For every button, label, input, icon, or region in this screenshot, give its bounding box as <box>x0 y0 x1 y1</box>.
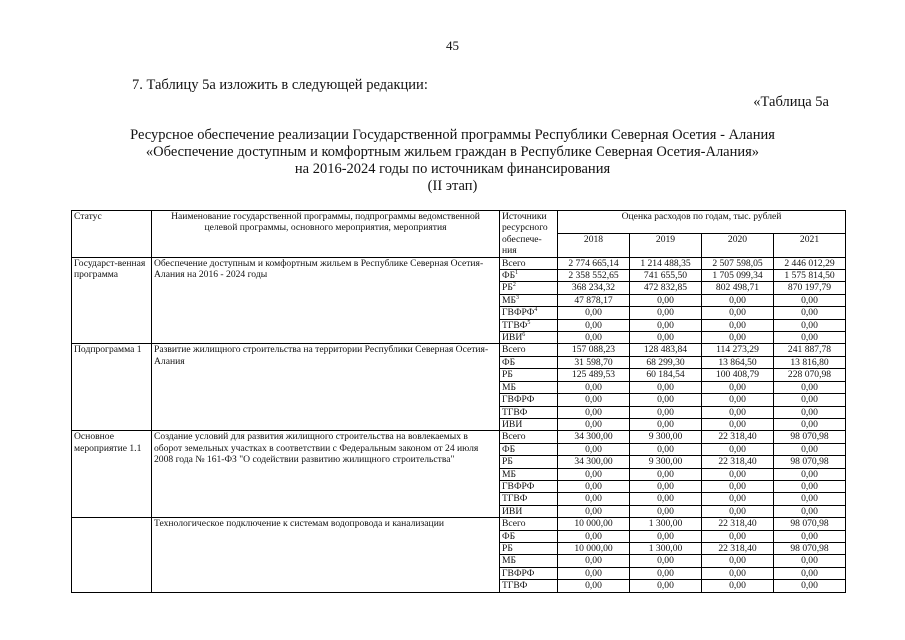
amount-cell: 31 598,70 <box>558 356 630 368</box>
title-line: «Обеспечение доступным и комфортным жильем граждан в Республике Северная Осетия-Алания» <box>145 144 760 160</box>
footnote-mark: 3 <box>516 294 520 301</box>
amount-cell: 0,00 <box>630 406 702 418</box>
header-status: Статус <box>72 211 152 258</box>
amount-cell: 0,00 <box>774 332 846 344</box>
amount-cell: 0,00 <box>558 319 630 331</box>
amount-cell: 0,00 <box>558 381 630 393</box>
funding-source-label: РБ <box>502 369 513 381</box>
header-year: 2019 <box>630 234 702 257</box>
funding-source-label: ИВИ <box>502 332 523 344</box>
amount-cell: 0,00 <box>558 332 630 344</box>
amount-cell: 0,00 <box>774 468 846 480</box>
funding-source-label: ИВИ <box>502 418 523 430</box>
amount-cell: 0,00 <box>630 294 702 306</box>
footnote-mark: 4 <box>534 307 538 314</box>
table-body <box>72 257 846 592</box>
amount-cell: 125 489,53 <box>558 369 630 381</box>
funding-source-label: ГВФРФ <box>502 567 535 579</box>
amount-cell: 228 070,98 <box>774 369 846 381</box>
amount-cell: 0,00 <box>558 493 630 505</box>
funding-source <box>500 580 558 592</box>
amount-cell: 0,00 <box>702 480 774 492</box>
funding-source <box>500 282 558 294</box>
table-row <box>72 344 846 356</box>
funding-source <box>500 518 558 530</box>
funding-source <box>500 456 558 468</box>
amount-cell: 1 300,00 <box>630 542 702 554</box>
row-status <box>72 518 152 592</box>
amount-cell: 0,00 <box>630 480 702 492</box>
amount-cell: 114 273,29 <box>702 344 774 356</box>
amount-cell: 2 507 598,05 <box>702 257 774 269</box>
amount-cell: 2 358 552,65 <box>558 270 630 282</box>
amount-cell: 0,00 <box>774 418 846 430</box>
funding-source <box>500 257 558 269</box>
amount-cell: 98 070,98 <box>774 518 846 530</box>
amount-cell: 1 705 099,34 <box>702 270 774 282</box>
amount-cell: 68 299,30 <box>630 356 702 368</box>
amount-cell: 0,00 <box>630 418 702 430</box>
amount-cell: 741 655,50 <box>630 270 702 282</box>
row-status: Основное мероприятие 1.1 <box>72 431 152 518</box>
funding-source <box>500 443 558 455</box>
amount-cell: 472 832,85 <box>630 282 702 294</box>
amount-cell: 47 878,17 <box>558 294 630 306</box>
funding-source <box>500 381 558 393</box>
footnote-mark: 1 <box>515 269 519 276</box>
amount-cell: 0,00 <box>774 381 846 393</box>
amount-cell: 0,00 <box>558 580 630 592</box>
header-name: Наименование государственной программы, подпрограммы ведомственной целевой программы, основного мероприятия, мероприятия <box>152 211 500 258</box>
row-program-name: Развитие жилищного строительства на территории Республики Северная Осетия-Алания <box>152 344 500 431</box>
amount-cell: 0,00 <box>702 294 774 306</box>
amount-cell: 0,00 <box>558 443 630 455</box>
amount-cell: 0,00 <box>774 480 846 492</box>
funding-source <box>500 394 558 406</box>
amount-cell: 0,00 <box>702 394 774 406</box>
amount-cell: 0,00 <box>630 443 702 455</box>
funding-source-label: ФБ <box>502 356 516 368</box>
funding-source <box>500 344 558 356</box>
amount-cell: 0,00 <box>774 406 846 418</box>
amount-cell: 0,00 <box>702 567 774 579</box>
amount-cell: 0,00 <box>630 468 702 480</box>
amount-cell: 0,00 <box>630 332 702 344</box>
funding-source-label: ТГВФ <box>502 319 528 331</box>
table-header <box>72 211 846 258</box>
amount-cell: 0,00 <box>774 443 846 455</box>
funding-source <box>500 406 558 418</box>
funding-source <box>500 468 558 480</box>
amount-cell: 0,00 <box>630 555 702 567</box>
amount-cell: 0,00 <box>702 443 774 455</box>
page-number: 45 <box>446 38 459 53</box>
table-row <box>72 257 846 269</box>
amount-cell: 0,00 <box>702 555 774 567</box>
amount-cell: 1 575 814,50 <box>774 270 846 282</box>
amount-cell: 0,00 <box>774 394 846 406</box>
amount-cell: 0,00 <box>702 332 774 344</box>
funding-source <box>500 567 558 579</box>
amount-cell: 0,00 <box>558 530 630 542</box>
funding-source <box>500 307 558 319</box>
amount-cell: 98 070,98 <box>774 456 846 468</box>
amount-cell: 0,00 <box>558 418 630 430</box>
funding-source <box>500 480 558 492</box>
amount-cell: 0,00 <box>702 580 774 592</box>
amount-cell: 0,00 <box>630 307 702 319</box>
row-program-name: Создание условий для развития жилищного строительства на вовлекаемых в оборот земельных участках в соответствии с Федеральным законом от 24 июля 2008 года № 161-ФЗ "О содействии развитию жилищного строительства" <box>152 431 500 518</box>
funding-source-label: МБ <box>502 381 517 393</box>
instruction-text: 7. Таблицу 5а изложить в следующей редакции: <box>132 77 428 93</box>
funding-source-label: ФБ <box>502 270 516 282</box>
amount-cell: 98 070,98 <box>774 431 846 443</box>
funding-source <box>500 431 558 443</box>
amount-cell: 0,00 <box>558 480 630 492</box>
amount-cell: 0,00 <box>774 505 846 517</box>
funding-source-label: РБ <box>502 542 513 554</box>
row-status: Государст-венная программа <box>72 257 152 344</box>
amount-cell: 0,00 <box>558 505 630 517</box>
funding-source-label: ТГВФ <box>502 580 528 592</box>
amount-cell: 10 000,00 <box>558 542 630 554</box>
amount-cell: 128 483,84 <box>630 344 702 356</box>
amount-cell: 13 864,50 <box>702 356 774 368</box>
funding-source-label: МБ <box>502 294 517 306</box>
amount-cell: 22 318,40 <box>702 456 774 468</box>
amount-cell: 22 318,40 <box>702 542 774 554</box>
funding-source <box>500 319 558 331</box>
amount-cell: 0,00 <box>630 505 702 517</box>
funding-source-label: ГВФРФ <box>502 480 535 492</box>
amount-cell: 368 234,32 <box>558 282 630 294</box>
amount-cell: 98 070,98 <box>774 542 846 554</box>
amount-cell: 1 214 488,35 <box>630 257 702 269</box>
funding-source-label: МБ <box>502 468 517 480</box>
header-year: 2018 <box>558 234 630 257</box>
amount-cell: 0,00 <box>702 418 774 430</box>
amount-cell: 0,00 <box>774 319 846 331</box>
row-status: Подпрограмма 1 <box>72 344 152 431</box>
funding-source-label: ТГВФ <box>502 493 528 505</box>
amount-cell: 0,00 <box>558 406 630 418</box>
header-sources: Источники ресурсного обеспече-ния <box>500 211 558 258</box>
amount-cell: 0,00 <box>630 394 702 406</box>
amount-cell: 0,00 <box>630 567 702 579</box>
amount-cell: 0,00 <box>558 555 630 567</box>
amount-cell: 60 184,54 <box>630 369 702 381</box>
amount-cell: 0,00 <box>630 580 702 592</box>
amount-cell: 1 300,00 <box>630 518 702 530</box>
table-label: «Таблица 5а <box>753 94 829 110</box>
funding-source <box>500 542 558 554</box>
footnote-mark: 5 <box>527 319 531 326</box>
amount-cell: 0,00 <box>702 468 774 480</box>
amount-cell: 22 318,40 <box>702 431 774 443</box>
footnote-mark: 2 <box>512 282 516 289</box>
amount-cell: 0,00 <box>774 307 846 319</box>
table-row <box>72 431 846 443</box>
funding-source <box>500 294 558 306</box>
amount-cell: 870 197,79 <box>774 282 846 294</box>
amount-cell: 2 774 665,14 <box>558 257 630 269</box>
title-line: Ресурсное обеспечение реализации Государственной программы Республики Северная Осетия - Алания <box>130 127 775 143</box>
amount-cell: 0,00 <box>774 493 846 505</box>
funding-source-label: ГВФРФ <box>502 394 535 406</box>
amount-cell: 0,00 <box>774 555 846 567</box>
funding-source <box>500 555 558 567</box>
title-line: (II этап) <box>427 178 478 194</box>
amount-cell: 22 318,40 <box>702 518 774 530</box>
funding-source <box>500 332 558 344</box>
funding-source <box>500 369 558 381</box>
amount-cell: 0,00 <box>558 307 630 319</box>
header-estimate: Оценка расходов по годам, тыс. рублей <box>558 211 846 234</box>
funding-source-label: МБ <box>502 555 517 567</box>
table-row <box>72 518 846 530</box>
amount-cell: 0,00 <box>558 394 630 406</box>
amount-cell: 2 446 012,29 <box>774 257 846 269</box>
header-year: 2020 <box>702 234 774 257</box>
amount-cell: 0,00 <box>558 468 630 480</box>
document-title <box>0 127 905 195</box>
amount-cell: 0,00 <box>558 567 630 579</box>
amount-cell: 9 300,00 <box>630 431 702 443</box>
funding-source-label: РБ <box>502 282 513 294</box>
funding-source-label: ИВИ <box>502 505 523 517</box>
resource-table <box>71 210 846 593</box>
funding-source-label: Всего <box>502 431 526 443</box>
amount-cell: 241 887,78 <box>774 344 846 356</box>
amount-cell: 157 088,23 <box>558 344 630 356</box>
funding-source <box>500 530 558 542</box>
funding-source-label: ГВФРФ <box>502 307 535 319</box>
amount-cell: 0,00 <box>630 493 702 505</box>
amount-cell: 10 000,00 <box>558 518 630 530</box>
funding-source <box>500 356 558 368</box>
funding-source-label: ФБ <box>502 443 516 455</box>
amount-cell: 9 300,00 <box>630 456 702 468</box>
amount-cell: 0,00 <box>630 530 702 542</box>
amount-cell: 100 408,79 <box>702 369 774 381</box>
header-year: 2021 <box>774 234 846 257</box>
amount-cell: 13 816,80 <box>774 356 846 368</box>
funding-source-label: РБ <box>502 456 513 468</box>
amount-cell: 0,00 <box>702 406 774 418</box>
amount-cell: 34 300,00 <box>558 456 630 468</box>
funding-source-label: Всего <box>502 518 526 530</box>
funding-source <box>500 505 558 517</box>
amount-cell: 0,00 <box>702 493 774 505</box>
amount-cell: 0,00 <box>702 505 774 517</box>
amount-cell: 0,00 <box>630 319 702 331</box>
title-line: на 2016-2024 годы по источникам финансирования <box>294 161 611 177</box>
amount-cell: 34 300,00 <box>558 431 630 443</box>
row-program-name: Технологическое подключение к системам водопровода и канализации <box>152 518 500 592</box>
funding-source <box>500 493 558 505</box>
funding-source-label: Всего <box>502 344 526 356</box>
amount-cell: 0,00 <box>702 530 774 542</box>
amount-cell: 802 498,71 <box>702 282 774 294</box>
amount-cell: 0,00 <box>774 530 846 542</box>
amount-cell: 0,00 <box>774 294 846 306</box>
row-program-name: Обеспечение доступным и комфортным жильем в Республике Северная Осетия-Алания на 2016 - 2024 годы <box>152 257 500 344</box>
funding-source-label: ТГВФ <box>502 406 528 418</box>
footnote-mark: 6 <box>522 331 526 338</box>
amount-cell: 0,00 <box>774 567 846 579</box>
funding-source-label: ФБ <box>502 530 516 542</box>
amount-cell: 0,00 <box>702 319 774 331</box>
amount-cell: 0,00 <box>774 580 846 592</box>
funding-source <box>500 270 558 282</box>
funding-source <box>500 418 558 430</box>
amount-cell: 0,00 <box>702 307 774 319</box>
amount-cell: 0,00 <box>630 381 702 393</box>
amount-cell: 0,00 <box>702 381 774 393</box>
funding-source-label: Всего <box>502 257 526 269</box>
